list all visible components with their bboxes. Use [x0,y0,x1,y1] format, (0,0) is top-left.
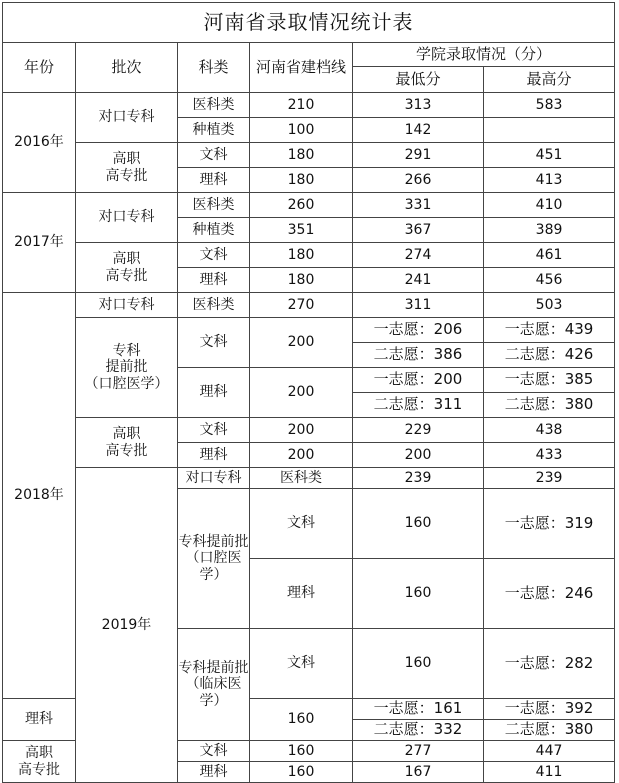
batch-cell: 对口专科 [178,468,250,489]
table-title: 河南省录取情况统计表 [3,3,615,43]
header-college: 学院录取情况（分） [353,43,615,67]
subject-cell: 医科类 [250,468,353,489]
header-subject: 科类 [178,43,250,93]
table-row [3,318,615,343]
subject-cell: 文科 [250,629,353,699]
min-cell: 二志愿：386 [353,343,484,368]
line-cell: 200 [250,418,353,443]
table-row [3,193,615,218]
min-cell: 一志愿：161 [353,699,484,720]
batch-line: （临床医学） [185,676,242,709]
max-cell: 503 [484,293,615,318]
line-cell: 160 [353,489,484,559]
line-cell: 160 [353,629,484,699]
batch-line: 专科提前批 [178,534,249,551]
max-cell: 456 [484,268,615,293]
header-min: 最低分 [353,67,484,93]
subject-cell: 文科 [178,143,250,168]
min-cell: 一志愿：200 [353,368,484,393]
table-row [3,468,615,489]
batch-line: 高职 [112,251,141,268]
min-cell: 一志愿：246 [484,559,615,629]
max-cell: 一志愿：439 [484,318,615,343]
batch-line: （口腔医学） [84,375,169,392]
min-cell: 一志愿：319 [484,489,615,559]
min-cell: 二志愿：332 [353,720,484,741]
line-cell: 200 [250,443,353,468]
line-cell: 180 [250,143,353,168]
batch-cell [76,243,178,293]
line-cell: 210 [250,93,353,118]
table-row [3,143,615,168]
line-cell: 180 [250,268,353,293]
batch-cell [178,489,250,629]
max-cell: 一志愿：392 [484,699,615,720]
batch-line: 高职 [25,745,53,762]
batch-line: 高职 [112,151,141,168]
min-cell: 200 [353,443,484,468]
min-cell: 367 [353,218,484,243]
line-cell: 270 [250,293,353,318]
line-cell: 260 [250,193,353,218]
subject-cell: 理科 [178,762,250,783]
subject-cell: 理科 [178,268,250,293]
subject-cell: 种植类 [178,218,250,243]
line-cell: 180 [250,243,353,268]
year-cell: 2019年 [76,468,178,783]
subject-cell: 理科 [178,368,250,418]
line-cell: 160 [250,741,353,762]
header-province-line: 河南省建档线 [250,43,353,93]
max-cell: 二志愿：380 [484,720,615,741]
table-row [3,93,615,118]
max-cell: 451 [484,143,615,168]
batch-line: 专科提前批 [178,660,249,677]
subject-cell: 医科类 [178,93,250,118]
subject-cell: 理科 [3,699,76,741]
subject-cell: 理科 [178,443,250,468]
table-row [3,418,615,443]
min-cell: 241 [353,268,484,293]
batch-cell: 对口专科 [76,93,178,143]
subject-cell: 文科 [178,318,250,368]
batch-cell [76,418,178,468]
min-cell: 239 [484,468,615,489]
subject-cell: 文科 [250,489,353,559]
min-cell: 291 [353,143,484,168]
line-cell: 160 [353,559,484,629]
line-cell: 351 [250,218,353,243]
max-cell: 一志愿：385 [484,368,615,393]
max-cell [484,118,615,143]
line-cell: 100 [250,118,353,143]
subject-cell: 种植类 [178,118,250,143]
batch-line: 提前批 [105,359,148,376]
max-cell: 413 [484,168,615,193]
max-cell: 447 [484,741,615,762]
min-cell: 142 [353,118,484,143]
max-cell: 438 [484,418,615,443]
batch-cell [76,143,178,193]
batch-line: 高专批 [105,167,148,184]
batch-line: 专科 [112,343,141,360]
batch-cell: 对口专科 [76,193,178,243]
min-cell: 266 [353,168,484,193]
min-cell: 二志愿：311 [353,393,484,418]
batch-cell [178,629,250,741]
min-cell: 一志愿：282 [484,629,615,699]
year-cell: 2016年 [3,93,76,193]
batch-line: 高专批 [105,442,148,459]
batch-line: 高专批 [18,761,60,778]
subject-cell: 文科 [178,418,250,443]
min-cell: 311 [353,293,484,318]
max-cell: 433 [484,443,615,468]
year-cell: 2018年 [3,293,76,699]
min-cell: 167 [353,762,484,783]
min-cell: 277 [353,741,484,762]
min-cell: 313 [353,93,484,118]
header-max: 最高分 [484,67,615,93]
batch-cell: 对口专科 [76,293,178,318]
min-cell: 331 [353,193,484,218]
table-row [3,243,615,268]
subject-cell: 理科 [250,559,353,629]
line-cell: 160 [250,699,353,741]
max-cell: 二志愿：380 [484,393,615,418]
line-cell: 200 [250,318,353,368]
batch-line: 高专批 [105,267,148,284]
subject-cell: 医科类 [178,193,250,218]
batch-cell [3,741,76,783]
line-cell: 180 [250,168,353,193]
admission-table [2,2,615,783]
max-cell: 461 [484,243,615,268]
min-cell: 274 [353,243,484,268]
max-cell: 389 [484,218,615,243]
subject-cell: 理科 [178,168,250,193]
header-batch: 批次 [76,43,178,93]
line-cell: 160 [250,762,353,783]
subject-cell: 文科 [178,243,250,268]
max-cell: 583 [484,93,615,118]
max-cell: 二志愿：426 [484,343,615,368]
header-year: 年份 [3,43,76,93]
line-cell: 239 [353,468,484,489]
min-cell: 229 [353,418,484,443]
batch-cell [76,318,178,418]
batch-line: 高职 [112,426,141,443]
subject-cell: 医科类 [178,293,250,318]
max-cell: 411 [484,762,615,783]
line-cell: 200 [250,368,353,418]
subject-cell: 文科 [178,741,250,762]
max-cell: 410 [484,193,615,218]
min-cell: 一志愿：206 [353,318,484,343]
table-row [3,293,615,318]
batch-line: （口腔医学） [185,550,242,583]
year-cell: 2017年 [3,193,76,293]
